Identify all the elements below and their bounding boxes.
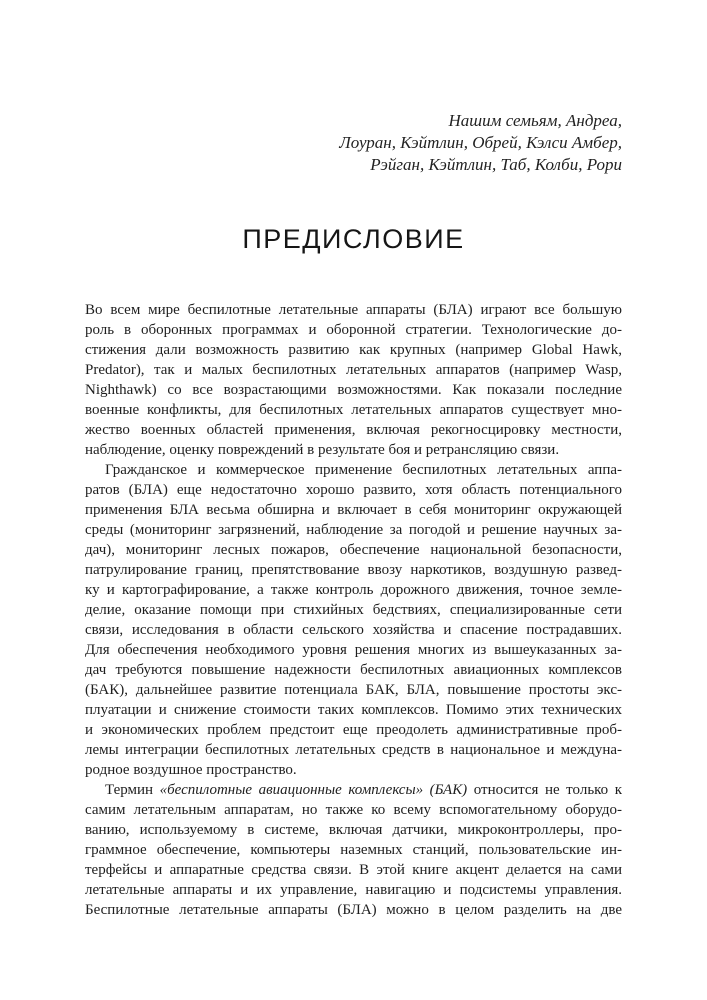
- text-line: Для обеспечения необходимого уровня решения многих из вышеуказанных за-: [85, 642, 622, 658]
- text-line: Predator), так и малых беспилотных летательных аппаратов (например Wasp,: [85, 362, 622, 378]
- text-line: терфейсы и аппаратные средства связи. В этой книге акцент делается на сами: [85, 862, 622, 878]
- text-line: связи, исследования в области сельского хозяйства и спасение пострадавших.: [85, 622, 622, 638]
- text-line: делие, оказание помощи при стихийных бедствиях, специализированные сети: [85, 602, 622, 618]
- text-line: (БАК), дальнейшее развитие потенциала БАК, БЛА, повышение простоты экс-: [85, 682, 622, 698]
- text-line: Во всем мире беспилотные летательные аппараты (БЛА) играют все большую: [85, 302, 622, 318]
- text-line: летательные аппараты и их управление, навигацию и подсистемы управления.: [85, 882, 622, 898]
- text-line: военные конфликты, для беспилотных летательных аппаратов существует мно-: [85, 402, 622, 418]
- text-line: граммное обеспечение, компьютеры наземных станций, пользовательские ин-: [85, 842, 622, 858]
- text-line: наблюдение, оценку повреждений в результате боя и ретрансляцию связи.: [85, 442, 560, 458]
- text-line: дач требуются повышение надежности беспилотных авиационных комплексов: [85, 662, 622, 678]
- term-italic: «беспилотные авиационные комплексы» (БАК): [159, 782, 468, 798]
- paragraph: [85, 300, 622, 460]
- text-segment: относится не только к: [467, 782, 622, 798]
- text-line: самим летательным аппаратам, но также ко всему вспомогательному оборудо-: [85, 802, 622, 818]
- text-line: ванию, используемому в системе, включая датчики, микроконтроллеры, про-: [85, 822, 622, 838]
- text-line: ратов (БЛА) еще недостаточно хорошо развито, хотя область потенциального: [85, 482, 622, 498]
- text-line: Беспилотные летательные аппараты (БЛА) можно в целом разделить на две: [85, 902, 622, 918]
- text-line: патрулирование границ, препятствование ввозу наркотиков, воздушную развед-: [85, 562, 622, 578]
- text-line: лемы интеграции беспилотных летательных средств в национальное и междуна-: [85, 742, 622, 758]
- paragraph: [85, 460, 622, 780]
- text-line: Гражданское и коммерческое применение беспилотных летательных аппа-: [105, 462, 622, 478]
- text-line: родное воздушное пространство.: [85, 762, 297, 778]
- text-line: ку и картографирование, а также контроль дорожного движения, точное земле-: [85, 582, 622, 598]
- dedication-line: Нашим семьям, Андреа,: [448, 111, 622, 130]
- text-line: среды (мониторинг загрязнений, наблюдение за погодой и решение научных за-: [85, 522, 622, 538]
- paragraph: [85, 780, 622, 920]
- text-line: и экономических проблем предстоит еще преодолеть административные проб-: [85, 722, 622, 738]
- dedication-line: Лоуран, Кэйтлин, Обрей, Кэлси Амбер,: [339, 133, 622, 152]
- text-segment: Термин: [105, 782, 160, 798]
- text-line: применения БЛА весьма обширна и включает в себя мониторинг окружающей: [85, 502, 622, 518]
- text-line: жество военных областей применения, включая рекогносцировку местности,: [85, 422, 622, 438]
- chapter-title: ПРЕДИСЛОВИЕ: [242, 224, 465, 254]
- text-line: роль в оборонных программах и оборонной стратегии. Технологические до-: [85, 322, 622, 338]
- body-text: [85, 300, 622, 920]
- text-line: плуатации и снижение стоимости таких комплексов. Помимо этих технических: [85, 702, 622, 718]
- text-line: [85, 780, 622, 800]
- text-line: дач), мониторинг лесных пожаров, обеспечение национальной безопасности,: [85, 542, 622, 558]
- text-line: стижения дали возможность развитию как крупных (например Global Hawk,: [85, 342, 622, 358]
- text-line: Nighthawk) со все возрастающими возможностями. Как показали последние: [85, 382, 622, 398]
- dedication: [202, 110, 622, 176]
- dedication-line: Рэйган, Кэйтлин, Таб, Колби, Рори: [370, 155, 622, 174]
